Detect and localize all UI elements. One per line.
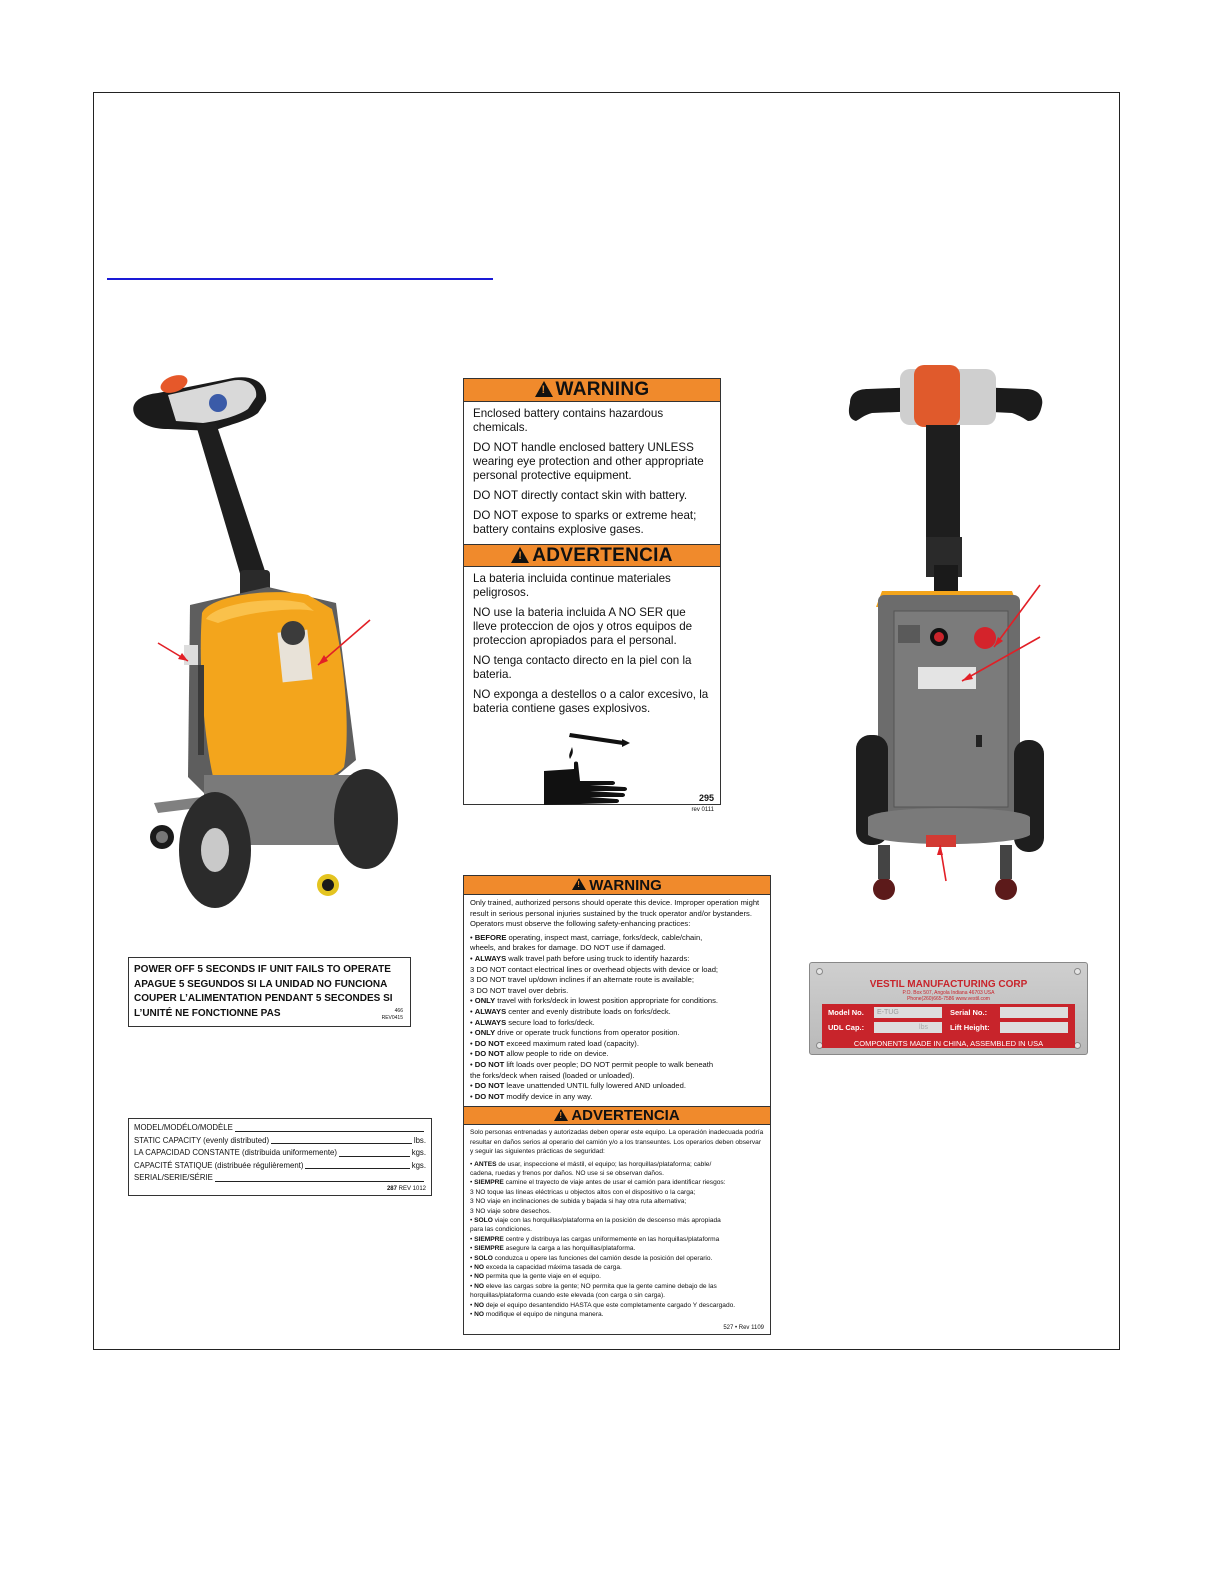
- plate-model-label: Model No.: [828, 1008, 864, 1017]
- list-item: • ONLY drive or operate truck functions from operator position.: [470, 1028, 680, 1038]
- advertencia-header: ! ADVERTENCIA: [464, 1106, 770, 1125]
- warning-header: ! WARNING: [464, 876, 770, 895]
- acid-burn-hand-icon: [534, 725, 654, 815]
- plate-company: VESTIL MANUFACTURING CORP: [869, 979, 1028, 990]
- power-line: L’UNITÉ NE FONCTIONNE PAS: [134, 1007, 281, 1019]
- list-item: para las condiciones.: [470, 1226, 532, 1234]
- label-rev: rev 0111: [691, 807, 714, 813]
- list-item: • DO NOT allow people to ride on device.: [470, 1049, 609, 1059]
- capacity-label: [128, 1118, 432, 1196]
- operation-body-en: [464, 895, 770, 1104]
- list-item: • SOLO viaje con las horquillas/plataforma en la posición de descenso más apropiada: [470, 1216, 721, 1224]
- list-item: • NO deje el equipo desantendido HASTA que este completamente cargado Y descargado.: [470, 1301, 736, 1309]
- list-item: 3 NO viaje sobre desechos.: [470, 1207, 551, 1215]
- warning-body-es: [464, 567, 720, 725]
- list-item: • DO NOT exceed maximum rated load (capacity).: [470, 1038, 639, 1048]
- capacity-line: STATIC CAPACITY (evenly distributed) lbs.: [134, 1135, 426, 1145]
- list-item: cadena, ruedas y frenos por daños. NO use si se observan daños.: [470, 1169, 664, 1177]
- capacity-line: CAPACITÉ STATIQUE (distribuée régulièrement) kgs.: [134, 1160, 426, 1170]
- list-item: • SIEMPRE centre y distribuya las cargas uniformemente en las horquillas/plataforma: [470, 1235, 720, 1243]
- screw-icon: [1074, 968, 1081, 975]
- label-code: 466: [394, 1008, 403, 1014]
- tugger-side-photo: [118, 365, 408, 913]
- plate-serial-blank: [1000, 1007, 1068, 1018]
- plate-address: P.O. Box 507, Angola Indiana 46703 USA Phone(260)665-7586 www.vestil.com: [902, 990, 995, 1002]
- tugger-rear-photo: [842, 365, 1052, 913]
- list-item: • ALWAYS center and evenly distribute loads on forks/deck.: [470, 1006, 671, 1016]
- warning-line: NO tenga contacto directo en la piel con la bateria.: [473, 654, 692, 681]
- list-item: • ALWAYS walk travel path before using truck to identify hazards:: [470, 953, 690, 963]
- capacity-line: MODEL/MODÉLO/MODÈLE: [134, 1122, 426, 1135]
- warning-triangle-icon: [554, 1109, 568, 1121]
- capacity-line: LA CAPACIDAD CONSTANTE (distribuida uniformemente) kgs.: [134, 1148, 426, 1158]
- list-item: • SIEMPRE camine el trayecto de viaje antes de usar el camión para identificar riesgos:: [470, 1179, 726, 1187]
- plate-lift-blank: [1000, 1022, 1068, 1033]
- list-item: • ALWAYS secure load to forks/deck.: [470, 1017, 595, 1027]
- plate-serial-label: Serial No.:: [950, 1008, 988, 1017]
- capacity-line: SERIAL/SERIE/SÉRIE: [134, 1172, 426, 1185]
- operation-list-en: [470, 933, 764, 1103]
- warning-triangle-icon: [511, 547, 529, 563]
- plate-udl-unit: lbs: [874, 1022, 942, 1033]
- warning-line: NO use la bateria incluida A NO SER que lleve proteccion de ojos y otros equipos de proteccion apropiados para el personal.: [473, 606, 693, 647]
- list-item: 3 DO NOT travel up/down inclines if an alternate route is available;: [470, 975, 694, 985]
- operation-warning-label: [463, 875, 771, 1335]
- list-item: • BEFORE operating, inspect mast, carriage, forks/deck, cable/chain,: [470, 932, 703, 942]
- list-item: • NO exceda la capacidad máxima tasada de carga.: [470, 1263, 622, 1271]
- warning-line: Enclosed battery contains hazardous chemicals.: [473, 407, 664, 434]
- battery-warning-label: [463, 378, 721, 813]
- list-item: • DO NOT lift loads over people; DO NOT permit people to walk beneath: [470, 1059, 714, 1069]
- list-item: • ANTES de usar, inspeccione el mástil, el equipo; las horquillas/plataforma; cable/: [470, 1160, 712, 1168]
- serial-nameplate: [809, 962, 1088, 1055]
- operation-intro: Only trained, authorized persons should operate this device. Improper operation might result in serious personal injuries sustained by the truck operator and/or bystanders. Operators must observe the following safety-enhancing practices:: [470, 898, 760, 929]
- power-line: POWER OFF 5 SECONDS IF UNIT FAILS TO OPERATE: [134, 964, 391, 975]
- power-line: APAGUE 5 SEGUNDOS SI LA UNIDAD NO FUNCIONA: [134, 978, 388, 990]
- list-item: • SIEMPRE asegure la carga a las horquillas/plataforma.: [470, 1245, 636, 1253]
- list-item: 3 DO NOT contact electrical lines or overhead objects with device or load;: [470, 964, 719, 974]
- list-item: 3 NO viaje en inclinaciones de subida y bajada si hay otra ruta alternativa;: [470, 1198, 687, 1206]
- list-item: • DO NOT modify device in any way.: [470, 1091, 593, 1101]
- warning-body-en: [464, 402, 720, 544]
- label-code: 287 REV 1012: [386, 1186, 426, 1192]
- list-item: • SOLO conduzca u opere las funciones del camión desde la posición del operario.: [470, 1254, 713, 1262]
- operation-list-es: [470, 1160, 764, 1320]
- warning-header: ! WARNING: [464, 379, 720, 402]
- list-item: 3 NO toque las líneas eléctricas u objectos altos con el dispositivo o la carga;: [470, 1188, 696, 1196]
- power-line: COUPER L’ALIMENTATION PENDANT 5 SECONDES SI: [134, 993, 393, 1005]
- label-code: 295: [698, 793, 714, 803]
- warning-line: DO NOT expose to sparks or extreme heat; battery contains explosive gases.: [473, 509, 697, 536]
- plate-footer: COMPONENTS MADE IN CHINA, ASSEMBLED IN USA: [853, 1039, 1044, 1048]
- label-rev: REV0415: [381, 1015, 403, 1021]
- list-item: • NO modifique el equipo de ninguna manera.: [470, 1311, 604, 1318]
- hyperlink-underline[interactable]: [107, 278, 493, 280]
- warning-line: DO NOT directly contact skin with battery.: [473, 489, 688, 502]
- warning-line: DO NOT handle enclosed battery UNLESS wearing eye protection and other appropriate personal protective equipment.: [473, 441, 704, 482]
- warning-triangle-icon: [572, 878, 586, 890]
- plate-udl-label: UDL Cap.:: [828, 1023, 865, 1032]
- list-item: • DO NOT leave unattended UNTIL fully lowered AND unloaded.: [470, 1081, 686, 1091]
- warning-line: La bateria incluida continue materiales peligrosos.: [473, 572, 671, 599]
- list-item: 3 DO NOT travel over debris.: [470, 985, 569, 995]
- list-item: • NO permita que la gente viaje en el equipo.: [470, 1273, 601, 1281]
- screw-icon: [816, 968, 823, 975]
- operation-body-es: [464, 1125, 770, 1321]
- warning-line: NO exponga a destellos o a calor excesivo, la bateria contiene gases explosivos.: [473, 688, 709, 715]
- list-item: • NO eleve las cargas sobre la gente; NO permita que la gente camine debajo de las: [470, 1282, 717, 1290]
- list-item: • ONLY travel with forks/deck in lowest position appropriate for conditions.: [470, 996, 719, 1006]
- label-code: 527 • Rev 1109: [723, 1325, 764, 1331]
- operation-intro-es: Solo personas entrenadas y autorizadas deben operar este equipo. La operación inadecuada podría resultar en daños serios al operario del camión y/o a los transeuntes. Los operarios deben observar y seguir las siguientes prácticas de seguridad:: [470, 1129, 764, 1156]
- plate-lift-label: Lift Height:: [950, 1023, 990, 1032]
- list-item: the forks/deck when raised (loaded or unloaded).: [470, 1070, 635, 1080]
- advertencia-header: ! ADVERTENCIA: [464, 544, 720, 567]
- hand-acid-icon-area: [464, 725, 720, 817]
- list-item: wheels, and brakes for damage. DO NOT use if damaged.: [470, 943, 666, 953]
- warning-triangle-icon: [535, 381, 553, 397]
- plate-model-value: E-TUG: [874, 1007, 942, 1018]
- list-item: horquillas/plataforma cuando este elevada (con carga o sin carga).: [470, 1292, 665, 1300]
- power-off-label: [128, 957, 411, 1027]
